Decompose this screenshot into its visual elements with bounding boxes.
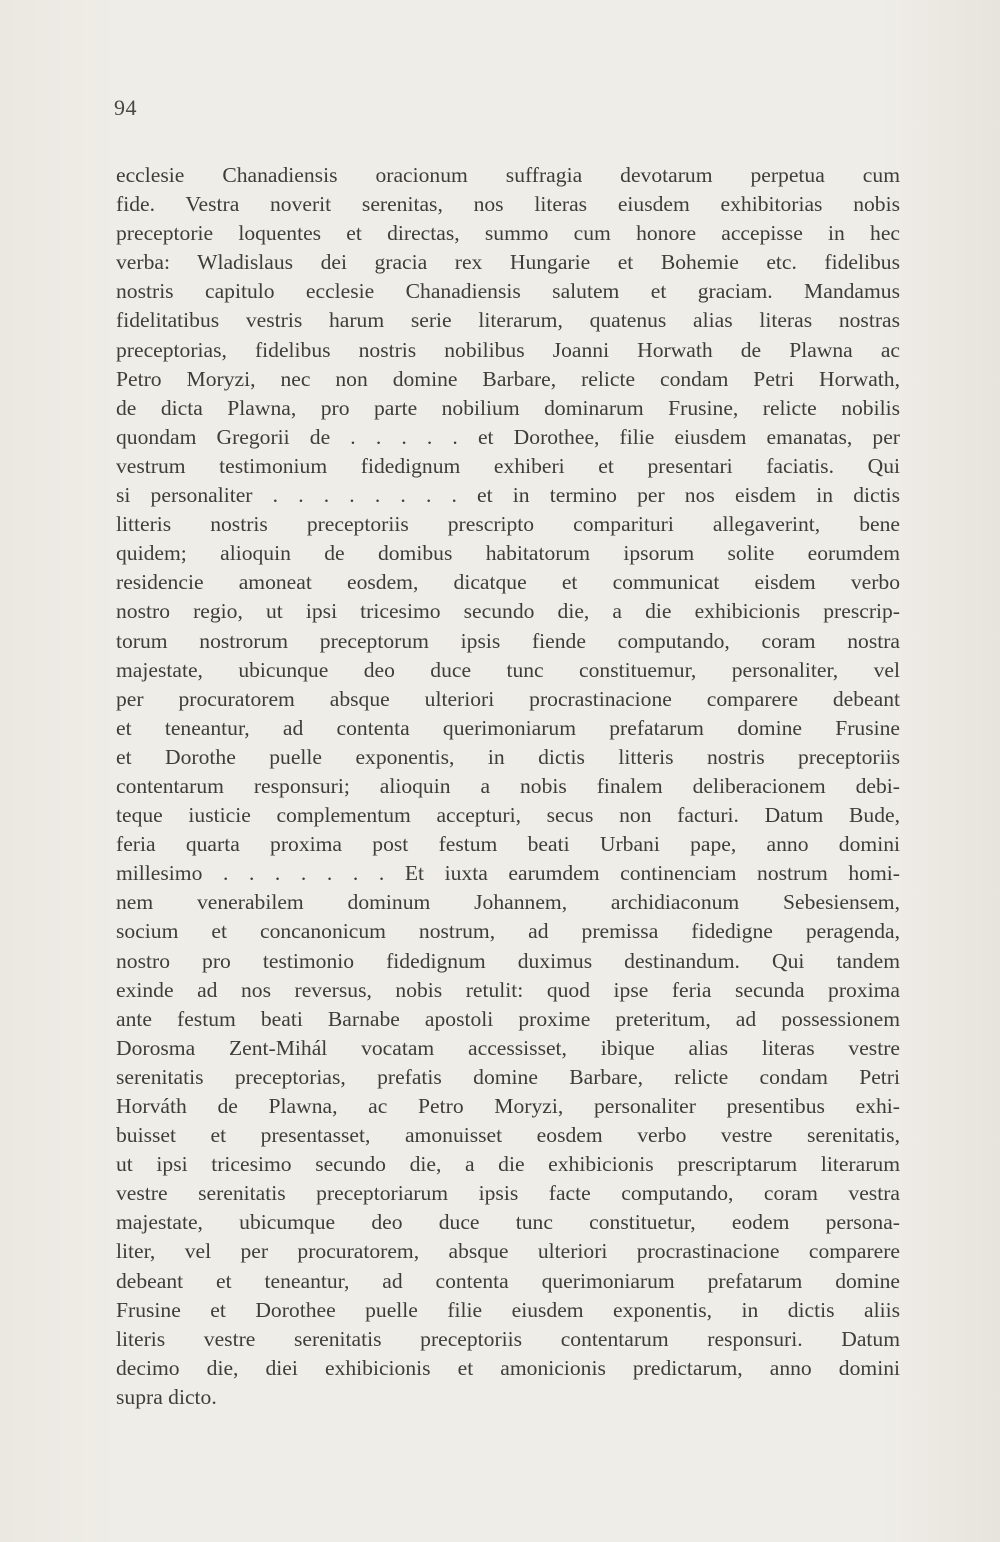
text-line: liter, vel per procuratorem, absque ulteriori procrastinacione comparere	[116, 1239, 900, 1264]
text-line: nem venerabilem dominum Johannem, archidiaconum Sebesiensem,	[116, 890, 900, 915]
text-line: fidelitatibus vestris harum serie literarum, quatenus alias literas nostras	[116, 308, 900, 333]
text-line: fide. Vestra noverit serenitas, nos literas eiusdem exhibitorias nobis	[116, 192, 900, 217]
text-line: Frusine et Dorothee puelle filie eiusdem exponentis, in dictis aliis	[116, 1297, 900, 1322]
text-line: Petro Moryzi, nec non domine Barbare, relicte condam Petri Horwath,	[116, 366, 900, 391]
text-line: per procuratorem absque ulteriori procrastinacione comparere debeant	[116, 686, 900, 711]
text-line: preceptorias, fidelibus nostris nobilibus Joanni Horwath de Plawna ac	[116, 337, 900, 362]
text-line: contentarum responsuri; alioquin a nobis finalem deliberacionem debi-	[116, 773, 900, 798]
text-line: vestre serenitatis preceptoriarum ipsis facte computando, coram vestra	[116, 1181, 900, 1206]
text-line: decimo die, diei exhibicionis et amonicionis predictarum, anno domini	[116, 1355, 900, 1380]
text-line: nostro regio, ut ipsi tricesimo secundo die, a die exhibicionis prescrip-	[116, 599, 900, 624]
text-line: supra dicto.	[116, 1384, 217, 1409]
text-line: debeant et teneantur, ad contenta querimoniarum prefatarum domine	[116, 1268, 900, 1293]
text-line: millesimo . . . . . . . Et iuxta earumdem continenciam nostrum homi-	[116, 861, 900, 886]
text-line: et Dorothe puelle exponentis, in dictis litteris nostris preceptoriis	[116, 744, 900, 769]
text-line: Horváth de Plawna, ac Petro Moryzi, personaliter presentibus exhi-	[116, 1094, 900, 1118]
text-line: ante festum beati Barnabe apostoli proxime preteritum, ad possessionem	[116, 1006, 900, 1031]
text-line: verba: Wladislaus dei gracia rex Hungarie et Bohemie etc. fidelibus	[116, 250, 900, 275]
text-line: ut ipsi tricesimo secundo die, a die exhibicionis prescriptarum literarum	[116, 1152, 900, 1177]
text-line: nostris capitulo ecclesie Chanadiensis salutem et graciam. Mandamus	[116, 279, 900, 304]
text-line: exinde ad nos reversus, nobis retulit: quod ipse feria secunda proxima	[116, 977, 900, 1002]
text-line: vestrum testimonium fidedignum exhiberi et presentari faciatis. Qui	[116, 453, 900, 478]
text-line: si personaliter . . . . . . . . et in termino per nos eisdem in dictis	[116, 483, 900, 508]
text-line: quondam Gregorii de . . . . . et Dorothee, filie eiusdem emanatas, per	[116, 424, 900, 449]
text-line: residencie amoneat eosdem, dicatque et communicat eisdem verbo	[116, 570, 900, 595]
text-line: buisset et presentasset, amonuisset eosdem verbo vestre serenitatis,	[116, 1123, 900, 1148]
text-line: socium et concanonicum nostrum, ad premissa fidedigne peragenda,	[116, 919, 900, 944]
text-line: de dicta Plawna, pro parte nobilium dominarum Frusine, relicte nobilis	[116, 395, 900, 420]
page-number: 94	[114, 95, 137, 120]
text-line: feria quarta proxima post festum beati Urbani pape, anno domini	[116, 832, 900, 857]
text-line: ecclesie Chanadiensis oracionum suffragia devotarum perpetua cum	[116, 163, 900, 187]
text-line: litteris nostris preceptoriis prescripto compariturі allegaverint, bene	[116, 512, 900, 537]
text-line: Dorosma Zent-Mihál vocatam accessisset, ibique alias literas vestre	[116, 1035, 900, 1060]
text-line: serenitatis preceptorias, prefatis domine Barbare, relicte condam Petri	[116, 1064, 900, 1089]
text-line: literis vestre serenitatis preceptoriis contentarum responsuri. Datum	[116, 1326, 900, 1351]
text-line: nostro pro testimonio fidedignum duximus destinandum. Qui tandem	[116, 948, 900, 973]
text-line: majestate, ubicumque deo duce tunc constituetur, eodem persona-	[116, 1210, 900, 1235]
text-line: torum nostrorum preceptorum ipsis fiende computando, coram nostra	[116, 628, 900, 653]
text-line: quidem; alioquin de domibus habitatorum ipsorum solite eorumdem	[116, 541, 900, 566]
body-text	[116, 161, 900, 1412]
text-line: preceptorie loquentes et directas, summo cum honore accepisse in hec	[116, 221, 900, 246]
text-line: teque iusticie complementum accepturi, secus non facturi. Datum Bude,	[116, 803, 900, 828]
text-line: et teneantur, ad contenta querimoniarum prefatarum domine Frusine	[116, 715, 900, 740]
text-line: majestate, ubicunque deo duce tunc constituemur, personaliter, vel	[116, 657, 900, 682]
